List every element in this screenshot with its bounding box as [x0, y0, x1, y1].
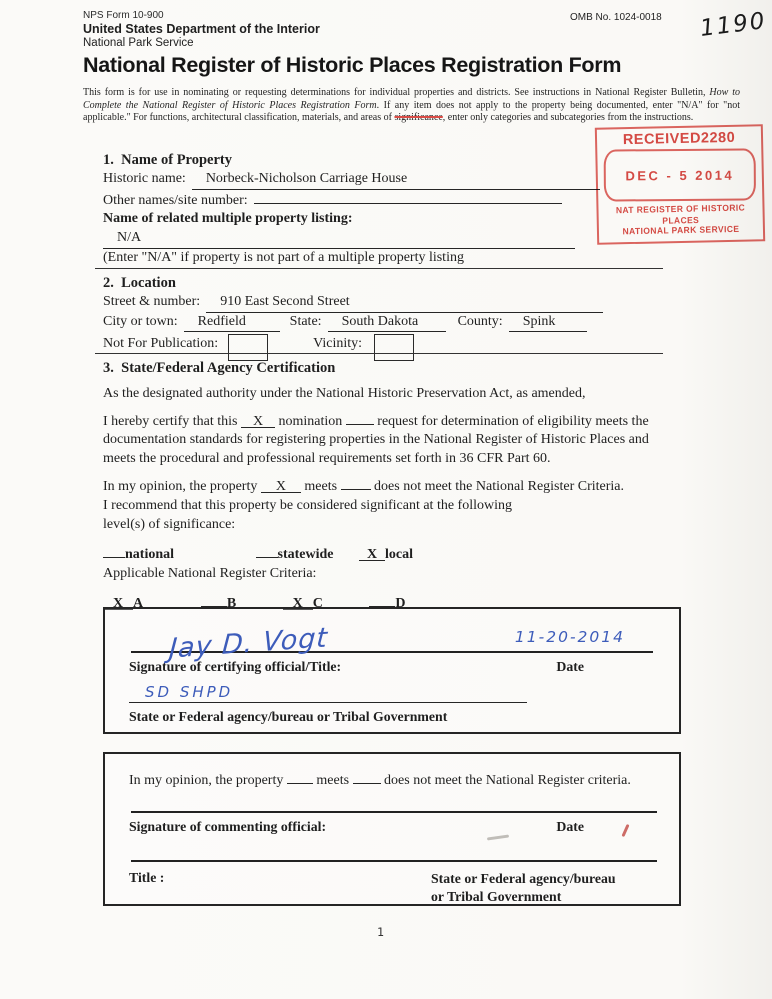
nomination-label: nomination [278, 413, 343, 429]
local-mark: X [359, 547, 385, 561]
certifying-official-box [103, 607, 681, 734]
certifying-signature-line [131, 622, 653, 665]
stamp-date-box: DEC - 5 2014 [604, 148, 756, 201]
multiple-listing-label: Name of related multiple property listing: [103, 211, 353, 227]
recommend-line1: I recommend that this property be considered significant at the following [103, 497, 512, 513]
certifying-signature-label: Signature of certifying official/Title: [129, 659, 342, 674]
agency-name: National Park Service [83, 37, 194, 49]
commenting-agency-label [431, 870, 659, 906]
criterion-a-label: A [133, 595, 143, 611]
instructions-part2: . If any item does not apply to the property being documented, enter "N/A" for "not applicable." For functions, architectural classification, materials, and areas of [83, 99, 740, 124]
criterion-c-mark: X [283, 596, 313, 610]
city-label: City or town: [103, 313, 178, 329]
section3-heading: 3. State/Federal Agency Certification [103, 360, 336, 376]
meets-label: meets [304, 478, 338, 494]
local-label: local [385, 547, 414, 563]
level-local [359, 547, 413, 562]
pencil-smudge-mark [487, 834, 509, 840]
section2-heading: 2. Location [103, 275, 176, 291]
form-number: NPS Form 10-900 [83, 10, 164, 21]
criterion-c-label: C [312, 595, 323, 611]
multiple-listing-note: (Enter "N/A" if property is not part of a multiple property listing [103, 249, 464, 265]
street-value: 910 East Second Street [206, 293, 603, 313]
state-value: South Dakota [328, 313, 446, 333]
commenting-labels-row [129, 819, 659, 835]
other-names-row [103, 190, 562, 211]
section-1-name-of-property [103, 151, 603, 268]
county-label: County: [457, 313, 503, 329]
section-divider-2 [95, 353, 663, 354]
instructions-part3: , enter only categories and subcategories from the instructions. [442, 112, 694, 124]
city-state-county-row [103, 313, 663, 333]
historic-name-label: Historic name: [103, 170, 186, 186]
certifying-agency-line [129, 682, 527, 703]
street-row [103, 293, 603, 313]
commenting-opinion-after: does not meet the National Register criteria. [384, 773, 631, 788]
criterion-d-mark [369, 593, 395, 607]
multiple-listing-row [103, 229, 575, 249]
level-national [103, 547, 174, 562]
department-name: United States Department of the Interior [83, 22, 320, 36]
not-meet-mark [341, 476, 371, 490]
criterion-d-label: D [395, 595, 406, 611]
commenting-title-row [129, 870, 659, 906]
section-divider-1 [95, 268, 663, 269]
vicinity-checkbox [374, 334, 414, 361]
certifying-agency-handwriting: SD SHPD [145, 683, 234, 701]
not-for-publication-label: Not For Publication: [103, 336, 219, 352]
historic-name-value: Norbeck-Nicholson Carriage House [192, 170, 600, 190]
nomination-mark: X [241, 414, 275, 428]
authority-statement: As the designated authority under the National Historic Preservation Act, as amended, [103, 385, 586, 401]
national-mark [103, 544, 125, 558]
criterion-b-mark [201, 593, 227, 607]
county-value: Spink [509, 313, 587, 333]
instructions-part1: This form is for use in nominating or requesting determinations for individual properties and districts. See instructions in National Register Bulletin, [83, 87, 710, 98]
commenting-agency-line1: State or Federal agency/bureau [431, 871, 616, 886]
commenting-title-line [131, 860, 657, 862]
section1-heading: 1. Name of Property [103, 152, 232, 168]
commenting-not-meet-mark [353, 770, 381, 784]
historic-name-row [103, 170, 600, 190]
commenting-date-label: Date [556, 819, 584, 834]
eligibility-mark [346, 411, 374, 425]
multiple-listing-value: N/A [103, 229, 575, 249]
certifying-date-label: Date [556, 659, 584, 674]
street-label: Street & number: [103, 293, 201, 309]
opinion-statement [103, 476, 681, 534]
certifying-signature-handwriting: Jay D. Vogt [168, 622, 330, 665]
commenting-signature-label: Signature of commenting official: [129, 819, 327, 834]
section-2-location [103, 274, 663, 361]
form-title: National Register of Historic Places Registration Form [83, 53, 622, 77]
commenting-opinion-before: In my opinion, the property [129, 773, 284, 788]
commenting-meets-mark [287, 770, 313, 784]
stamp-registry-line2: NATIONAL PARK SERVICE [622, 223, 740, 237]
opinion-after: does not meet the National Register Criteria. [374, 478, 625, 494]
statewide-label: statewide [277, 547, 334, 563]
commenting-agency-line2: or Tribal Government [431, 889, 562, 904]
criterion-a-mark: X [103, 596, 133, 610]
other-names-label: Other names/site number: [103, 192, 248, 208]
certify-statement [103, 411, 681, 469]
criterion-b-label: B [226, 595, 237, 611]
level-statewide [256, 547, 334, 562]
state-label: State: [289, 313, 322, 329]
received-stamp [595, 124, 765, 244]
commenting-signature-line [131, 811, 657, 813]
commenting-title-label: Title : [129, 870, 165, 885]
city-value: Redfield [184, 313, 280, 333]
page-number: 1 [377, 925, 384, 939]
significance-levels-row [103, 544, 681, 565]
section-3-certification [103, 359, 681, 614]
certify-before: I hereby certify that this [103, 413, 238, 429]
commenting-opinion-statement [129, 770, 659, 789]
stamp-received-text: RECEIVED2280 [622, 129, 736, 149]
struck-word: significance [394, 112, 443, 124]
commenting-meets-label: meets [316, 773, 350, 788]
omb-number: OMB No. 1024-0018 [570, 12, 662, 23]
commenting-official-box [103, 752, 681, 906]
not-for-publication-checkbox [228, 334, 268, 361]
vicinity-label: Vicinity: [313, 336, 363, 352]
publication-vicinity-row [103, 334, 663, 361]
recommend-line2: level(s) of significance: [103, 516, 236, 532]
form-header [83, 10, 643, 78]
certify-after: request for determination of eligibility meets the documentation standards for registering properties in the National Register of Historic Places and meets the procedural and professional requirements set forth in 36 CFR Part 60. [103, 413, 649, 467]
other-names-value [254, 190, 562, 204]
opinion-before: In my opinion, the property [103, 478, 258, 494]
stamp-registry-line1: NAT REGISTER OF HISTORIC PLACES [615, 202, 746, 226]
certifying-agency-label: State or Federal agency/bureau or Tribal Government [129, 709, 448, 724]
meets-mark: X [261, 479, 301, 493]
statewide-mark [256, 544, 278, 558]
stamp-outer-box [595, 124, 765, 244]
certifying-date-handwriting: 11-20-2014 [514, 628, 625, 646]
criteria-label: Applicable National Register Criteria: [103, 566, 317, 582]
handwritten-reference-number: 1190 [698, 8, 768, 42]
bulletin-title: How to Complete the National Register of Historic Places Registration Form [83, 87, 740, 111]
form-instructions [83, 87, 740, 125]
national-label: national [125, 547, 175, 563]
